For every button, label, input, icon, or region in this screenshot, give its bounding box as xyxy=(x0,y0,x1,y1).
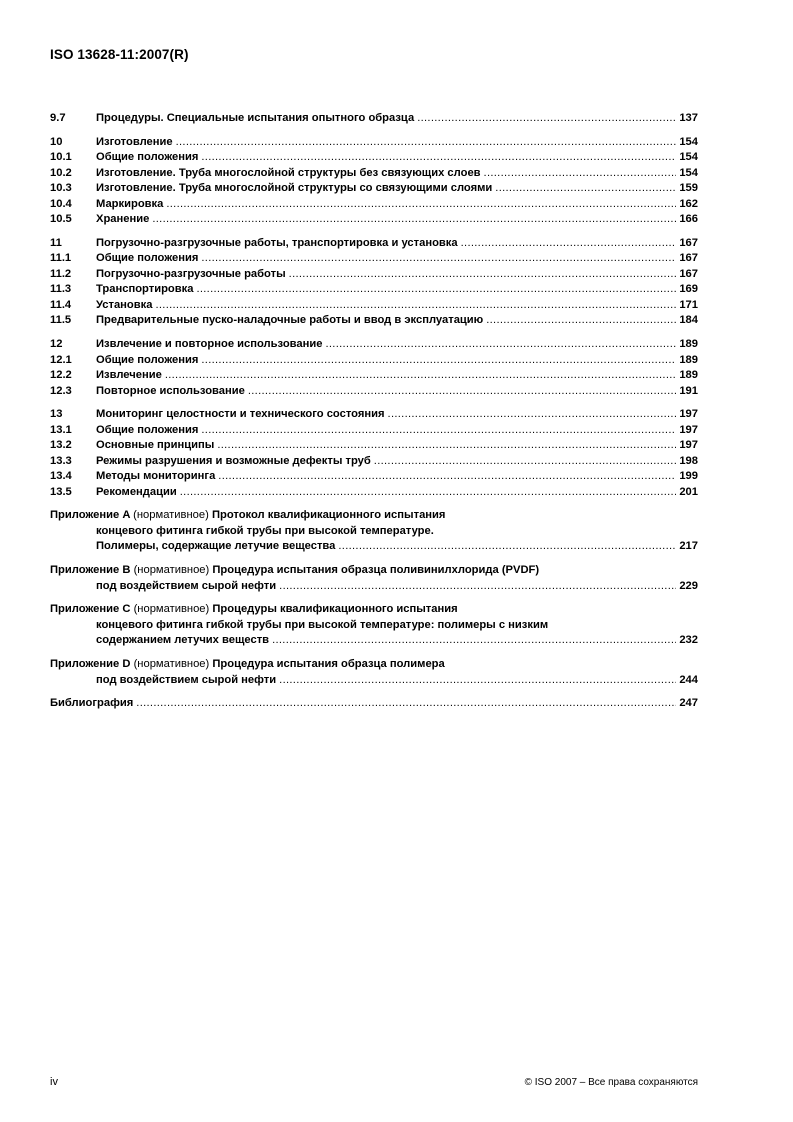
section-number: 11.4 xyxy=(50,298,72,311)
copyright-notice: © ISO 2007 – Все права сохраняются xyxy=(524,1077,698,1088)
section-number: 11.1 xyxy=(50,252,72,265)
section-title: Общие положения xyxy=(96,423,199,436)
section-title: Общие положения xyxy=(96,353,199,366)
page-ref: 154 xyxy=(679,135,698,148)
page-ref: 197 xyxy=(679,408,698,421)
dot-leader xyxy=(136,696,676,712)
section-number: 12 xyxy=(50,338,63,351)
dot-leader xyxy=(495,181,676,197)
section-number: 13.1 xyxy=(50,423,72,436)
toc-entry[interactable] xyxy=(50,469,698,485)
annex-type: (нормативное) xyxy=(133,603,210,616)
annex-title: Процедуры квалификационного испытания xyxy=(212,603,458,616)
annex-title: Процедура испытания образца поливинилхлорида (PVDF) xyxy=(212,564,540,577)
dot-leader xyxy=(289,267,677,283)
page-ref: 167 xyxy=(679,236,698,249)
toc-section xyxy=(50,337,698,399)
toc-entry[interactable] xyxy=(50,407,698,423)
page-number: iv xyxy=(50,1076,58,1088)
toc-entry[interactable] xyxy=(50,197,698,213)
annex-last-line xyxy=(50,673,698,689)
annex-title-end: Полимеры, содержащие летучие вещества xyxy=(96,540,336,553)
section-title: Транспортировка xyxy=(96,283,194,296)
annex-title-continued: концевого фитинга гибкой трубы при высокой температуре: полимеры с низким xyxy=(96,618,549,631)
dot-leader xyxy=(201,251,676,267)
section-title: Методы мониторинга xyxy=(96,470,216,483)
dot-leader xyxy=(388,407,677,423)
toc-entry[interactable] xyxy=(50,313,698,329)
page-ref: 217 xyxy=(679,540,698,553)
toc-bibliography[interactable] xyxy=(50,696,698,712)
section-number: 11.2 xyxy=(50,267,72,280)
page-ref: 232 xyxy=(679,634,698,647)
section-number: 13 xyxy=(50,408,63,421)
dot-leader xyxy=(217,438,676,454)
page-ref: 189 xyxy=(679,369,698,382)
section-title: Хранение xyxy=(96,213,150,226)
dot-leader xyxy=(152,212,676,228)
dot-leader xyxy=(279,673,676,689)
section-title: Установка xyxy=(96,298,153,311)
section-title: Основные принципы xyxy=(96,439,215,452)
section-number: 12.3 xyxy=(50,384,72,397)
annex-label: Приложение B xyxy=(50,564,131,577)
dot-leader xyxy=(165,368,677,384)
toc-entry[interactable] xyxy=(50,282,698,298)
dot-leader xyxy=(176,135,677,151)
toc-annex-entry[interactable] xyxy=(50,563,698,594)
toc-entry[interactable] xyxy=(50,423,698,439)
section-title: Общие положения xyxy=(96,252,199,265)
section-title: Режимы разрушения и возможные дефекты труб xyxy=(96,454,371,467)
page-ref: 201 xyxy=(679,485,698,498)
section-number: 10 xyxy=(50,135,63,148)
annex-title: Процедура испытания образца полимера xyxy=(212,658,445,670)
toc-entry[interactable] xyxy=(50,485,698,501)
toc-entry[interactable] xyxy=(50,166,698,182)
page-ref: 199 xyxy=(679,470,698,483)
page-ref: 189 xyxy=(679,353,698,366)
section-number: 13.4 xyxy=(50,470,72,483)
annex-heading-line xyxy=(50,508,698,524)
dot-leader xyxy=(218,469,676,485)
toc-annex-entry[interactable] xyxy=(50,508,698,555)
page-ref: 229 xyxy=(679,579,698,592)
annex-label: Приложение C xyxy=(50,603,131,616)
section-title: Погрузочно-разгрузочные работы xyxy=(96,267,286,280)
toc-section xyxy=(50,111,698,127)
dot-leader xyxy=(338,539,676,555)
section-number: 10.1 xyxy=(50,151,72,164)
page-ref: 162 xyxy=(679,197,698,210)
section-number: 11 xyxy=(50,236,62,249)
page-ref: 184 xyxy=(679,314,698,327)
toc-section xyxy=(50,135,698,228)
toc-entry[interactable] xyxy=(50,454,698,470)
toc-entry[interactable] xyxy=(50,212,698,228)
toc-section xyxy=(50,407,698,500)
dot-leader xyxy=(201,353,676,369)
page-ref: 169 xyxy=(679,283,698,296)
page-ref: 137 xyxy=(679,112,698,124)
annex-last-line xyxy=(50,633,698,649)
toc-entry[interactable] xyxy=(50,353,698,369)
page-footer xyxy=(50,1076,698,1088)
toc-section xyxy=(50,236,698,329)
section-number: 11.3 xyxy=(50,283,72,296)
dot-leader xyxy=(180,485,677,501)
page-ref: 191 xyxy=(679,384,698,397)
toc-entry[interactable] xyxy=(50,150,698,166)
annex-heading-line xyxy=(50,563,698,579)
annex-heading-line xyxy=(50,657,698,673)
page-ref: 197 xyxy=(679,423,698,436)
section-title: Повторное использование xyxy=(96,384,245,397)
toc-entry[interactable] xyxy=(50,384,698,400)
section-number: 13.3 xyxy=(50,454,72,467)
page-ref: 167 xyxy=(679,252,698,265)
section-number: 10.2 xyxy=(50,166,72,179)
page-ref: 159 xyxy=(679,182,698,195)
section-title: Погрузочно-разгрузочные работы, транспортировка и установка xyxy=(96,236,458,249)
section-number: 13.2 xyxy=(50,439,72,452)
page-ref: 189 xyxy=(679,338,698,351)
page-ref: 154 xyxy=(679,166,698,179)
table-of-contents xyxy=(50,111,698,712)
document-id-header: ISO 13628-11:2007(R) xyxy=(50,47,189,62)
toc-entry[interactable] xyxy=(50,337,698,353)
section-title: Изготовление. Труба многослойной структуры со связующими слоями xyxy=(96,182,493,195)
section-title: Процедуры. Специальные испытания опытного образца xyxy=(96,112,415,124)
dot-leader xyxy=(201,150,676,166)
section-title: Предварительные пуско-наладочные работы и ввод в эксплуатацию xyxy=(96,314,484,327)
toc-entry[interactable] xyxy=(50,267,698,283)
page-ref: 247 xyxy=(679,697,698,710)
section-title: Изготовление xyxy=(96,135,173,148)
section-title: Рекомендации xyxy=(96,485,177,498)
dot-leader xyxy=(417,111,676,127)
toc-entry[interactable] xyxy=(50,181,698,197)
page-ref: 166 xyxy=(679,213,698,226)
annex-label: Приложение D xyxy=(50,658,131,670)
section-number: 10.5 xyxy=(50,213,72,226)
section-number: 12.1 xyxy=(50,353,72,366)
toc-entry[interactable] xyxy=(50,251,698,267)
annex-type: (нормативное) xyxy=(133,564,210,577)
annex-heading-line xyxy=(50,602,698,618)
dot-leader xyxy=(248,384,676,400)
annex-last-line xyxy=(50,539,698,555)
dot-leader xyxy=(374,454,677,470)
section-title: Мониторинг целостности и технического состояния xyxy=(96,408,385,421)
section-title: Общие положения xyxy=(96,151,199,164)
section-number: 10.4 xyxy=(50,197,72,210)
dot-leader xyxy=(484,166,677,182)
section-number: 11.5 xyxy=(50,314,72,327)
bibliography-title: Библиография xyxy=(50,697,134,710)
dot-leader xyxy=(201,423,676,439)
dot-leader xyxy=(461,236,677,252)
section-number: 13.5 xyxy=(50,485,72,498)
toc-entry[interactable] xyxy=(50,135,698,151)
toc-entry[interactable] xyxy=(50,438,698,454)
dot-leader xyxy=(196,282,676,298)
dot-leader xyxy=(486,313,676,329)
section-title: Маркировка xyxy=(96,197,164,210)
page-ref: 171 xyxy=(679,298,698,311)
page-ref: 197 xyxy=(679,439,698,452)
toc-entry[interactable] xyxy=(50,236,698,252)
toc-entry[interactable] xyxy=(50,368,698,384)
page-ref: 154 xyxy=(679,151,698,164)
section-number: 9.7 xyxy=(50,112,66,124)
annex-type: (нормативное) xyxy=(133,509,209,522)
section-title: Изготовление. Труба многослойной структуры без связующих слоев xyxy=(96,166,481,179)
dot-leader xyxy=(272,633,676,649)
page-ref: 198 xyxy=(679,454,698,467)
toc-entry[interactable] xyxy=(50,298,698,314)
section-number: 10.3 xyxy=(50,182,72,195)
dot-leader xyxy=(279,579,676,595)
annex-title: Протокол квалификационного испытания xyxy=(211,509,446,522)
annex-type: (нормативное) xyxy=(133,658,210,670)
annex-title-end: под воздействием сырой нефти xyxy=(96,579,277,592)
toc-annex-entry[interactable] xyxy=(50,657,698,688)
dot-leader xyxy=(155,298,676,314)
dot-leader xyxy=(166,197,676,213)
section-number: 12.2 xyxy=(50,369,72,382)
section-title: Извлечение xyxy=(96,369,162,382)
toc-entry[interactable] xyxy=(50,111,698,127)
annex-title-continued: концевого фитинга гибкой трубы при высокой температуре. xyxy=(96,524,434,537)
page-ref: 167 xyxy=(679,267,698,280)
page-ref: 244 xyxy=(679,673,698,686)
annex-last-line xyxy=(50,579,698,595)
annex-label: Приложение A xyxy=(50,509,131,522)
dot-leader xyxy=(325,337,676,353)
annex-title-end: содержанием летучих веществ xyxy=(96,634,270,647)
toc-annex-entry[interactable] xyxy=(50,602,698,649)
annex-title-end: под воздействием сырой нефти xyxy=(96,673,277,686)
section-title: Извлечение и повторное использование xyxy=(96,338,323,351)
